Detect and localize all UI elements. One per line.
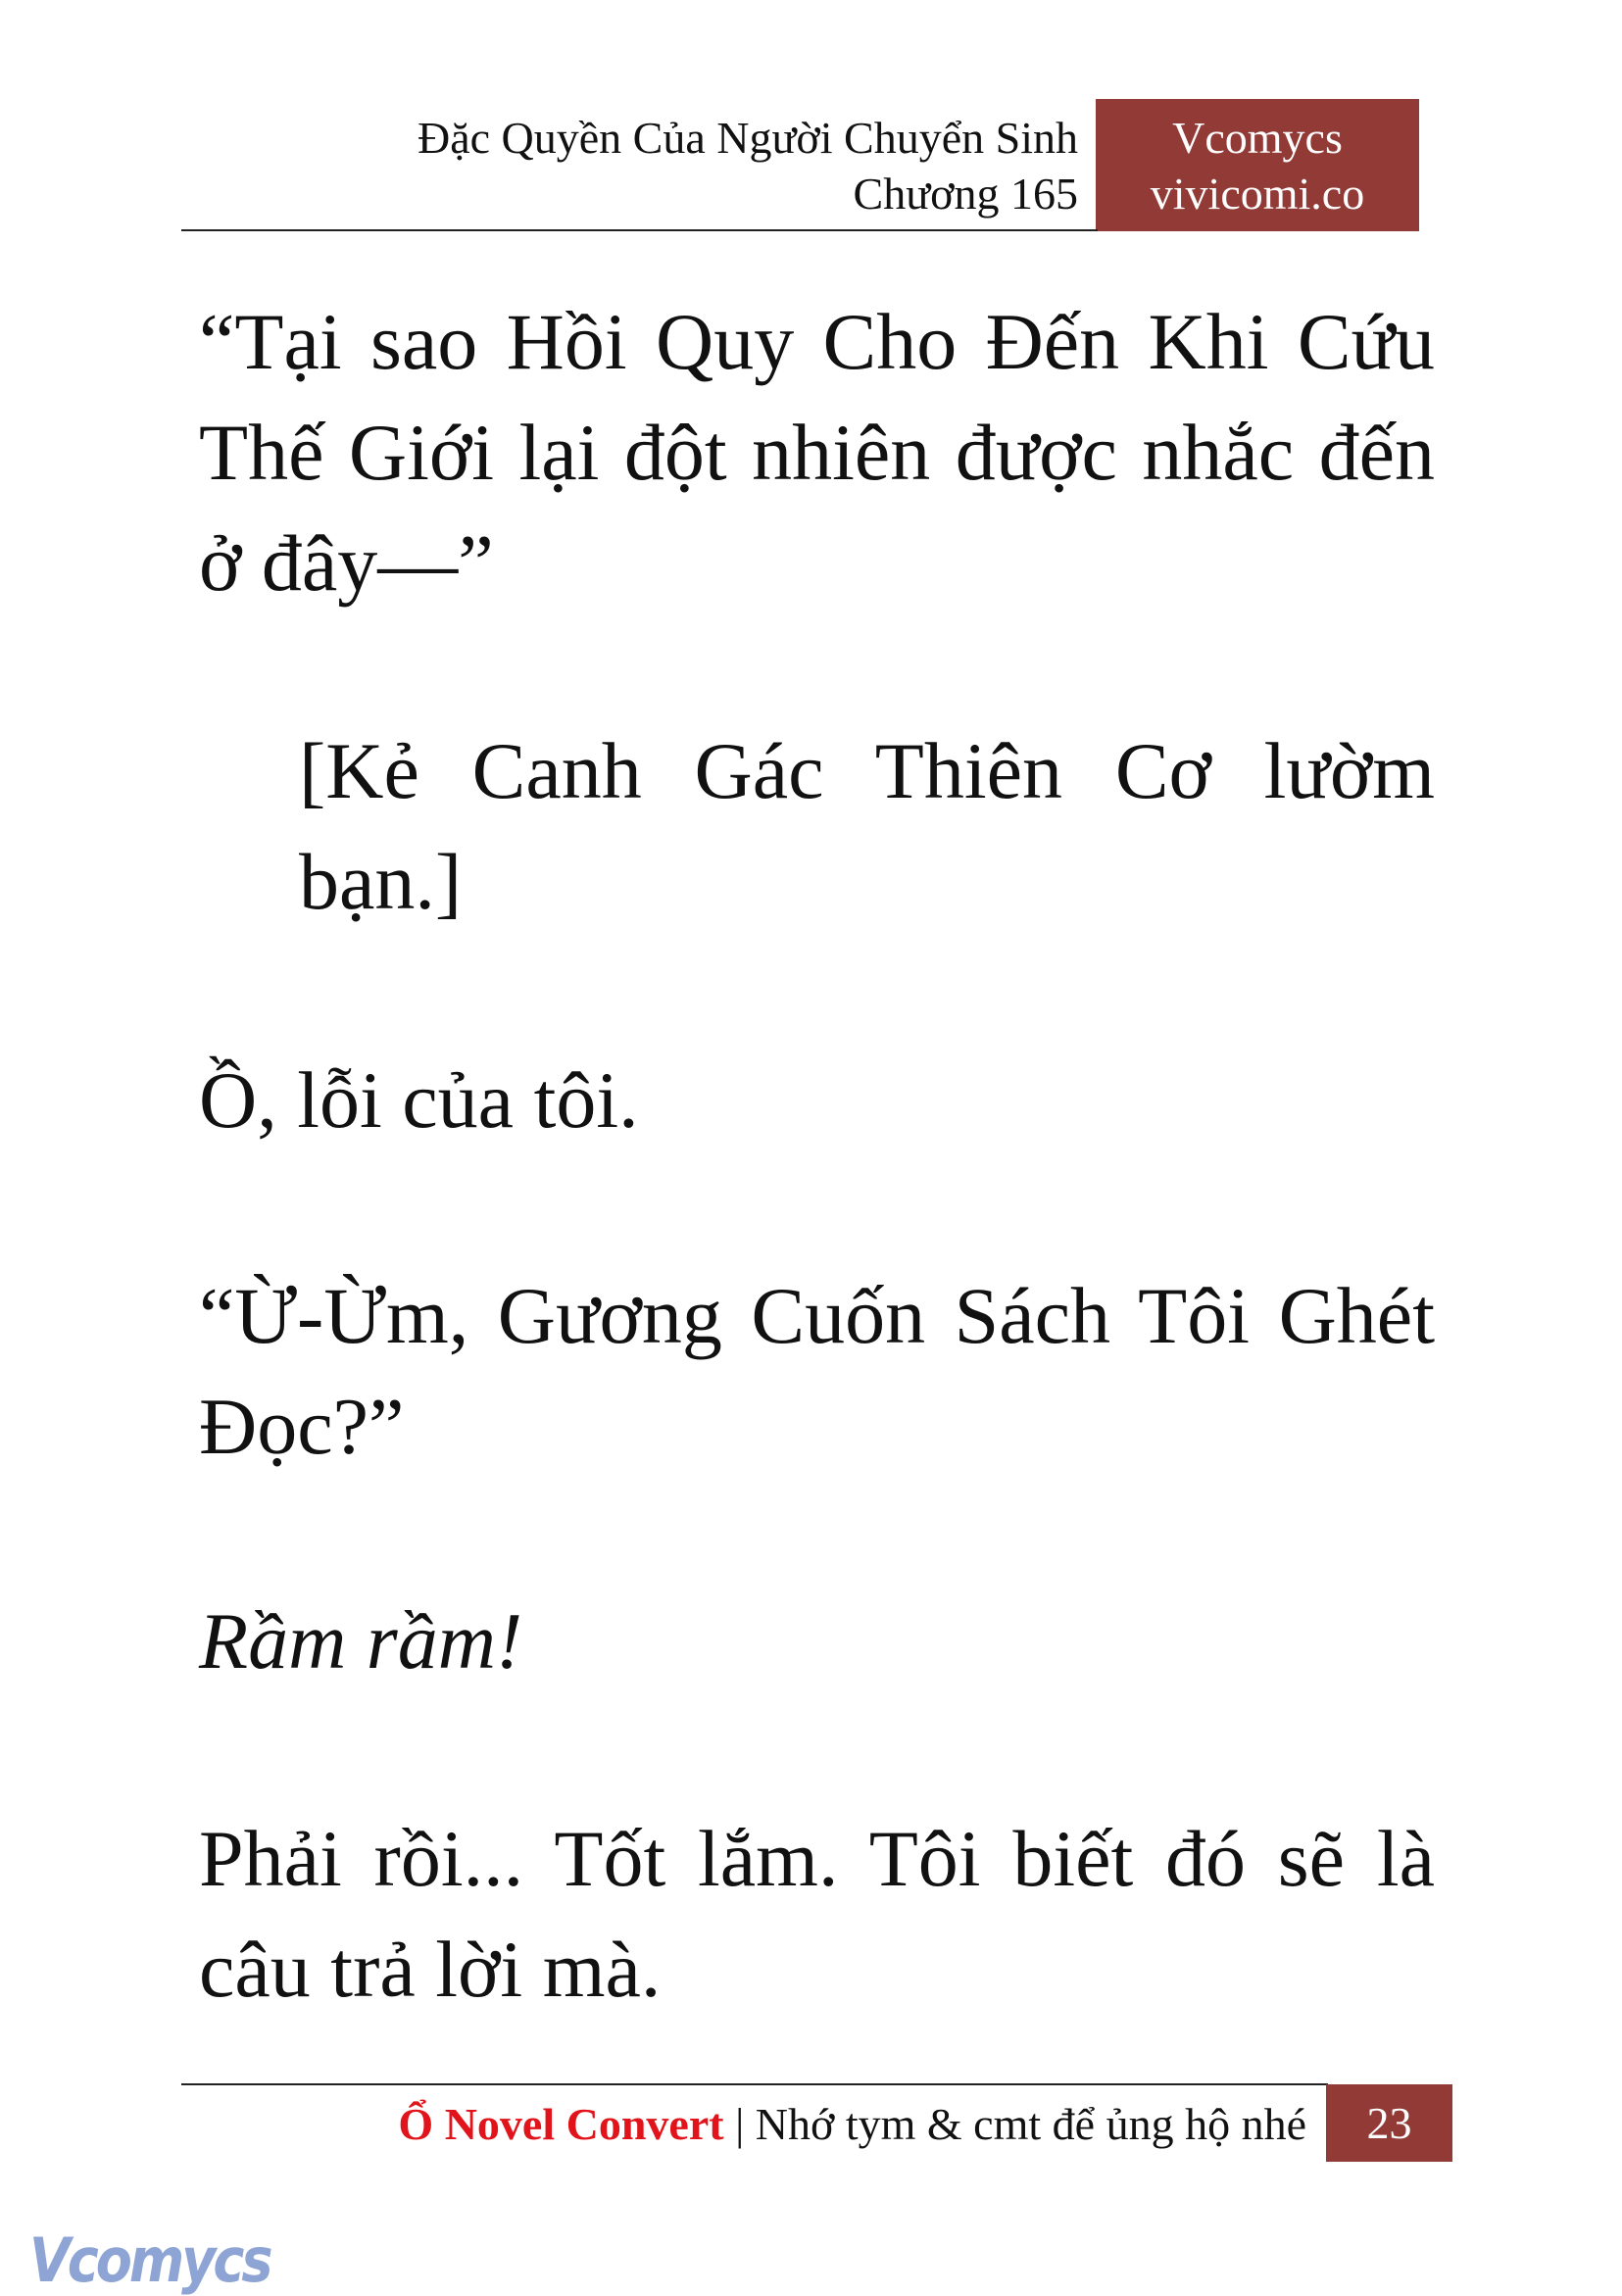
text-line: Ồ, lỗi của tôi. [199,1055,639,1145]
site-url: vivicomi.co [1150,169,1365,219]
text-line: ở đây—” [199,518,494,608]
chapter-label: Chương 165 [853,169,1078,219]
watermark-logo: Vcomycs [29,2224,270,2296]
book-title: Đặc Quyền Của Người Chuyển Sinh [417,113,1078,163]
site-badge [1096,99,1419,231]
footer-brand: Ổ Novel Convert [398,2099,724,2149]
paragraph-5 [199,1586,1435,1696]
text-line: “Ừ-Ừm, Gương Cuốn Sách Tôi Ghét [199,1271,1435,1360]
paragraph-6 [199,1803,1435,2025]
paragraph-4 [199,1260,1435,1482]
text-line: Thế Giới lại đột nhiên được nhắc đến [199,408,1435,497]
header-title-block [418,110,1078,221]
text-line: Đọc?” [199,1382,405,1471]
site-name: Vcomycs [1172,113,1343,163]
text-line: bạn.] [299,837,463,926]
paragraph-1 [199,286,1435,618]
text-line: [Kẻ Canh Gác Thiên Cơ lườm [299,726,1435,815]
text-line: “Tại sao Hồi Quy Cho Đến Khi Cứu [199,297,1435,386]
page-number: 23 [1326,2084,1452,2162]
footer-message: Nhớ tym & cmt để ủng hộ nhé [755,2099,1306,2149]
text-line: Rầm rầm! [199,1596,523,1685]
footer-divider [181,2083,1328,2085]
footer-text [398,2095,1306,2154]
header-divider [181,229,1098,231]
text-line: Phải rồi... Tốt lắm. Tôi biết đó sẽ là [199,1814,1435,1903]
paragraph-3 [199,1045,1435,1155]
paragraph-2 [299,715,1435,937]
text-line: câu trả lời mà. [199,1925,662,2014]
footer-separator: | [735,2099,745,2149]
